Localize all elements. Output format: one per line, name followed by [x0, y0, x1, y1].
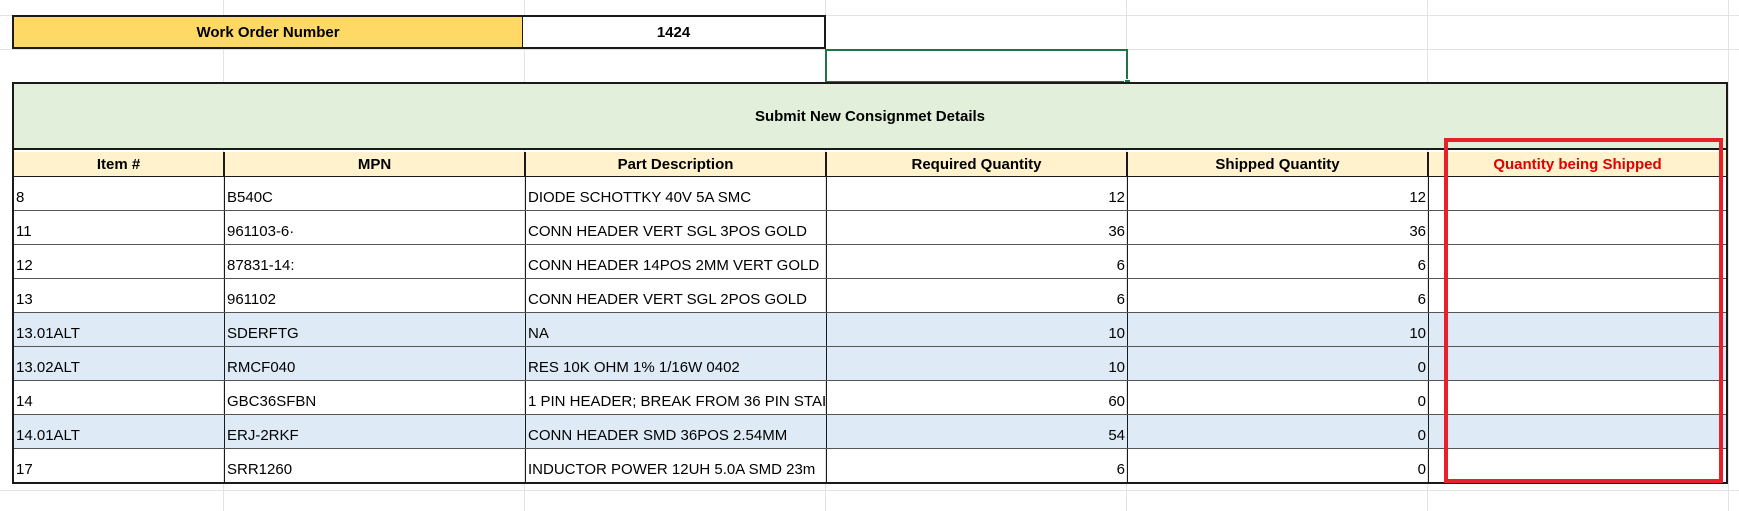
cell-being-shipped[interactable] — [1429, 381, 1726, 414]
cell-description[interactable]: CONN HEADER 14POS 2MM VERT GOLD — [526, 245, 827, 278]
cell-shipped[interactable]: 10 — [1128, 313, 1429, 346]
cell-being-shipped[interactable] — [1429, 313, 1726, 346]
cell-mpn[interactable]: ERJ-2RKF — [225, 415, 526, 448]
cell-description[interactable]: 1 PIN HEADER; BREAK FROM 36 PIN STAI — [526, 381, 827, 414]
cell-description[interactable]: NA — [526, 313, 827, 346]
table-row — [14, 415, 1726, 449]
table-row — [14, 347, 1726, 381]
cell-item[interactable]: 13.02ALT — [14, 347, 225, 380]
cell-required[interactable]: 6 — [827, 279, 1128, 312]
cell-shipped[interactable]: 12 — [1128, 177, 1429, 210]
cell-required[interactable]: 60 — [827, 381, 1128, 414]
cell-item[interactable]: 11 — [14, 211, 225, 244]
cell-required[interactable]: 12 — [827, 177, 1128, 210]
table-row — [14, 381, 1726, 415]
header-mpn[interactable]: MPN — [225, 152, 526, 177]
table-row — [14, 211, 1726, 245]
active-cell-selection[interactable] — [825, 49, 1128, 83]
cell-mpn[interactable]: 961103-6· — [225, 211, 526, 244]
cell-being-shipped[interactable] — [1429, 211, 1726, 244]
gridline — [0, 490, 1739, 491]
header-required-quantity[interactable]: Required Quantity — [827, 152, 1128, 177]
cell-being-shipped[interactable] — [1429, 279, 1726, 312]
table-row — [14, 177, 1726, 211]
cell-required[interactable]: 54 — [827, 415, 1128, 448]
cell-item[interactable]: 13 — [14, 279, 225, 312]
cell-item[interactable]: 8 — [14, 177, 225, 210]
cell-description[interactable]: CONN HEADER SMD 36POS 2.54MM — [526, 415, 827, 448]
cell-being-shipped[interactable] — [1429, 245, 1726, 278]
cell-required[interactable]: 36 — [827, 211, 1128, 244]
cell-being-shipped[interactable] — [1429, 415, 1726, 448]
cell-being-shipped[interactable] — [1429, 347, 1726, 380]
cell-shipped[interactable]: 0 — [1128, 381, 1429, 414]
header-shipped-quantity[interactable]: Shipped Quantity — [1128, 152, 1429, 177]
table-row — [14, 313, 1726, 347]
cell-required[interactable]: 10 — [827, 347, 1128, 380]
cell-shipped[interactable]: 6 — [1128, 245, 1429, 278]
cell-item[interactable]: 14 — [14, 381, 225, 414]
cell-being-shipped[interactable] — [1429, 449, 1726, 482]
cell-shipped[interactable]: 0 — [1128, 415, 1429, 448]
gridline — [1728, 0, 1729, 511]
cell-description[interactable]: INDUCTOR POWER 12UH 5.0A SMD 23m — [526, 449, 827, 482]
cell-required[interactable]: 6 — [827, 245, 1128, 278]
table-title[interactable]: Submit New Consignmet Details — [14, 84, 1726, 150]
work-order-value[interactable]: 1424 — [523, 15, 826, 49]
header-part-description[interactable]: Part Description — [526, 152, 827, 177]
cell-description[interactable]: RES 10K OHM 1% 1/16W 0402 — [526, 347, 827, 380]
header-item[interactable]: Item # — [14, 152, 225, 177]
cell-shipped[interactable]: 6 — [1128, 279, 1429, 312]
cell-mpn[interactable]: B540C — [225, 177, 526, 210]
cell-item[interactable]: 13.01ALT — [14, 313, 225, 346]
cell-required[interactable]: 10 — [827, 313, 1128, 346]
cell-mpn[interactable]: GBC36SFBN — [225, 381, 526, 414]
cell-item[interactable]: 12 — [14, 245, 225, 278]
table-row — [14, 279, 1726, 313]
cell-required[interactable]: 6 — [827, 449, 1128, 482]
cell-mpn[interactable]: 961102 — [225, 279, 526, 312]
header-quantity-being-shipped[interactable]: Quantity being Shipped — [1429, 152, 1726, 177]
cell-shipped[interactable]: 36 — [1128, 211, 1429, 244]
cell-mpn[interactable]: 87831-14: — [225, 245, 526, 278]
table-row — [14, 449, 1726, 483]
cell-being-shipped[interactable] — [1429, 177, 1726, 210]
cell-shipped[interactable]: 0 — [1128, 347, 1429, 380]
cell-description[interactable]: CONN HEADER VERT SGL 3POS GOLD — [526, 211, 827, 244]
cell-item[interactable]: 14.01ALT — [14, 415, 225, 448]
cell-mpn[interactable]: SDERFTG — [225, 313, 526, 346]
cell-description[interactable]: DIODE SCHOTTKY 40V 5A SMC — [526, 177, 827, 210]
cell-mpn[interactable]: SRR1260 — [225, 449, 526, 482]
table-row — [14, 245, 1726, 279]
cell-shipped[interactable]: 0 — [1128, 449, 1429, 482]
work-order-label[interactable]: Work Order Number — [12, 15, 524, 49]
cell-item[interactable]: 17 — [14, 449, 225, 482]
cell-mpn[interactable]: RMCF040 — [225, 347, 526, 380]
cell-description[interactable]: CONN HEADER VERT SGL 2POS GOLD — [526, 279, 827, 312]
